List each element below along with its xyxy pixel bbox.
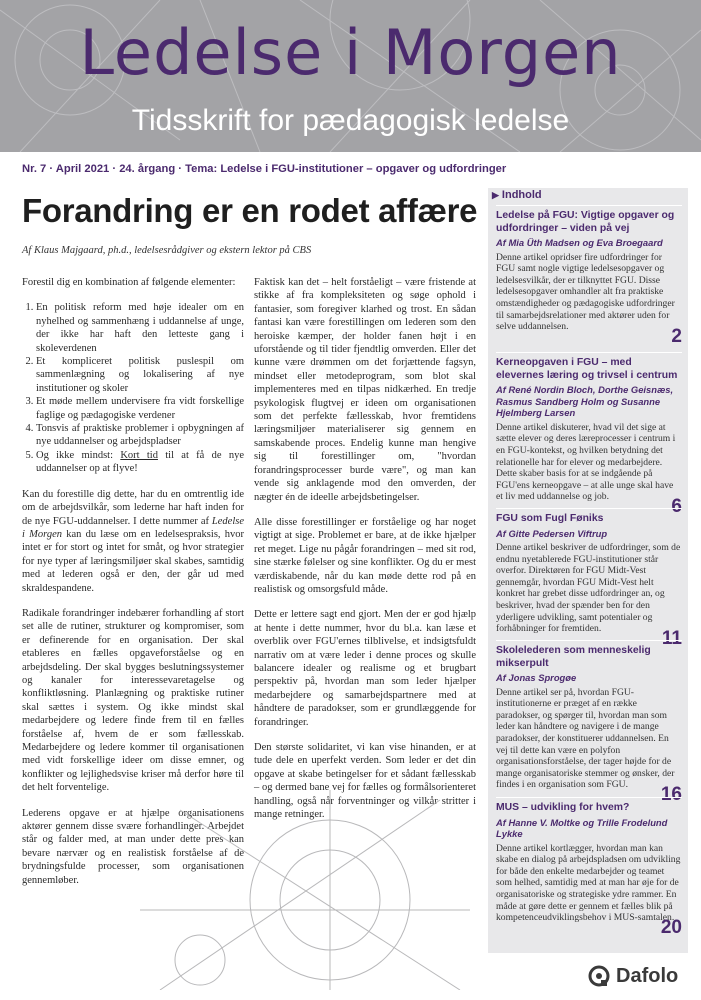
entry-author: Af Mia Üth Madsen og Eva Broegaard [496, 237, 663, 248]
list-item: 4. Tonsvis af praktiske problemer i opbygningen af nye uddannelser og arbejdspladser [36, 422, 244, 449]
article-paragraph [22, 488, 244, 595]
masthead-title: Ledelse i Morgen [79, 16, 622, 89]
entry-title: Skolelederen som menneskelig mikserpult [496, 645, 651, 669]
triangle-right-icon: ▶ [492, 190, 499, 200]
list-item-underlined: Kort tid [120, 449, 158, 461]
publisher-name: Dafolo [616, 965, 679, 987]
entry-page-number: 16 [660, 783, 682, 805]
entry-author: Af Gitte Pedersen Viftrup [496, 527, 608, 539]
decorative-geometric-drawing [140, 790, 470, 990]
list-item: 3. Et møde mellem undervisere fra vidt forskellige faglige og pædagogiske verdener [36, 395, 244, 422]
contents-heading [488, 189, 688, 201]
list-item: 2. Et kompliceret politisk puslespil om sammenlægning og lokalisering af nye institutioner og skoler [36, 355, 244, 395]
entry-author: Af Jonas Sprogøe [496, 672, 577, 683]
paragraph-text: kan du læse om en ledelsespraksis, hvor intet er for stort og intet for småt, og hvor strategier for nye typer af læringsmiljøer skal skabes, samtidig med at lederen også er den, der går ud med skraldespandene. [22, 528, 244, 594]
list-item-text: til at få de nye uddannelser op at flyve! [36, 449, 244, 475]
article-paragraph: Den største solidaritet, vi kan vise hinanden, er at tude dele en uperfekt verden. Som leder er det din opgave at skabe betingelser for et sådant fællesskab – og dermed bane vej for fælles og formålsorienteret handling, også når forventninger og vilkår stritter i mange retninger. [254, 742, 476, 821]
entry-title: MUS – udvikling for hvem? [496, 802, 630, 813]
entry-page-number: 11 [661, 627, 682, 649]
dafolo-logo-icon [588, 965, 610, 987]
contents-entry[interactable] [496, 508, 682, 648]
entry-title: Kerneopgaven i FGU – med elevernes læring og trivsel i centrum [496, 357, 678, 381]
masthead-subtitle: Tidsskrift for pædagogisk ledelse [131, 104, 570, 137]
list-item [36, 449, 244, 476]
article-paragraph: Dette er lettere sagt end gjort. Men der er god hjælp at hente i dette nummer, hvor du bl.a. kan læse et overblik over FGU'ernes tilblivelse, et indsigtsfuldt narrativ om at være leder i denne proces og skulle balancere idealer og realisme og et brugbart perspektiv på, hvordan man som leder hjælper medarbejdere og samarbejdspartnere med at håndtere de paradokser, som er grundlæggende for forandringer. [254, 609, 476, 728]
entry-summary: Denne artikel diskuterer, hvad vil det sige at sætte elever og deres læreprocesser i centrum i en FGU-kontekst, og hvilken betydning det relationelle har for elever og medarbejdere. Dette skaber basis for at se indgående på FGU'ens kerneopgave – at alle unge skal have et liv med uddannelse og job. [496, 421, 676, 503]
article-headline: Forandring er en rodet affære [22, 192, 478, 229]
entry-page-number: 2 [671, 325, 682, 347]
article-byline: Af Klaus Majgaard, ph.d., ledelsesrådgiver og ekstern lektor på CBS [22, 245, 312, 256]
entry-author: Af René Nordin Bloch, Dorthe Geisnæs, Rasmus Sandberg Holm og Susanne Hjelmberg Larsen [496, 384, 674, 419]
article-intro: Forestil dig en kombination af følgende elementer: [22, 277, 236, 288]
article-paragraph: Lederens opgave er at hjælpe organisationens aktører gennem disse svære forhandlinger. Arbejdet står og falder med, at man under dette pres kan bevare nærvær og en realistisk forståelse af de brydningsfulde processer, som organisationen gennemløber. [22, 807, 244, 886]
entry-summary: Denne artikel kortlægger, hvordan man kan skabe en dialog på arbejdspladsen om udvikling for både den enkelte medarbejder og teamet som helhed, samtidig med at man har øje for de organisatoriske og strategiske ydre rammer. En måde at gøre dette er gennem et fælles blik på kompetenceudviklingsbehov i MUS-samtalen. [496, 842, 681, 924]
contents-entry[interactable] [496, 352, 682, 516]
entry-summary: Denne artikel ser på, hvordan FGU-institutionerne er præget af en række paradokser, og spørger til, hvordan man som leder kan håndtere og navigere i de mange paradokser, der konstituerer uddannelsen. En vej til dette kan være en polyfon organisationsforståelse, der tager højde for de mange organisatoriske stemmer og ønsker, der findes i en organisation som FGU. [496, 686, 675, 791]
entry-author: Af Hanne V. Moltke og Trille Frodelund Lykke [496, 816, 668, 840]
list-item-text: Og ikke mindst: [36, 449, 121, 461]
masthead [0, 0, 701, 152]
entry-page-number: 20 [660, 916, 682, 938]
contents-entry[interactable] [496, 640, 682, 804]
contents-heading-label: Indhold [501, 189, 542, 201]
issue-line: Nr. 7 · April 2021 · 24. årgang · Tema: Ledelse i FGU-institutioner – opgaver og udfordringer [22, 163, 507, 175]
article-list [22, 301, 244, 475]
list-item: 1. En politisk reform med høje idealer om en nyhelhed og sammenhæng i uddannelse af unge, der ikke har haft den letteste gang i skoleverdenen [36, 301, 244, 355]
article-paragraph: Alle disse forestillinger er forståelige og har noget vigtigt at sige. Problemet er bare, at de ikke hjælper ret meget. Lige nu pågår forandringen – med sit rod, sine stærke følelser og sine konflikter. Og du er mest værdiskabende, når du kan møde dette rod på en realistisk og omsorgsfuld måde. [254, 516, 476, 595]
contents-entry[interactable] [496, 797, 682, 937]
publisher-logo [588, 965, 678, 988]
entry-title: FGU som Fugl Føniks [496, 513, 604, 524]
paragraph-text: Kan du forestille dig dette, har du en omtrentlig ide om de arbejdsvilkår, som lederne har haft inden for de nye FGU-uddannelser. I dette nummer af [22, 488, 244, 527]
article-paragraph: Faktisk kan det – helt forståeligt – være fristende at stikke af fra kompleksiteten og søge ophold i fantasier, som foregiver klarhed og trost. En sådan fantasi kan være forestillingen om lederen som den heroiske kæmper, der holder fanen højt i en uforstående og til tider fjendtlig omverden. Eller det kunne være drømmen om det forjættende fagsyn, mindset eller metodeprogram, som blot skal implementeres med en tilpas nidkærhed. En tredje psykologisk flugtvej er ideen om organisationen som det perfekte fællesskab, hvor fremtidens læringsmiljøer materialiserer sig gennem en samskabende proces. Endelig kunne man hengive sig til forestillinger om, "hvordan forandringsprocesser burde være", og man kan vende sig anklagende mod den omverden, der nægter én de ideelle arbejdsbetingelser. [254, 277, 476, 503]
entry-page-number: 6 [671, 495, 682, 517]
contents-entry[interactable] [496, 205, 682, 346]
article-paragraph: Radikale forandringer indebærer forhandling af stort set alle de rutiner, strukturer og kompromiser, som er definerende for en organisation. Der skal etableres en fælles opgaveforståelse og en arbejdsdeling. Der skal bygges beslutningssystemer og kanaler for interessevaretagelse og konfliktløsning. Planlægning og praktiske rutiner skal sættes i system. Og ikke mindst skal medarbejdere og ledere finde frem til en fælles forståelse af, hvem de er som fællesskab. Medarbejdere og ledere kommer til organisationen med vidt forskellige ideer om disse emner, og konflikter og lejlighedsvise kriser må derfor høre til det helt forventelige. [22, 607, 244, 794]
journal-title-italic: Ledelse i Morgen [22, 515, 244, 540]
entry-summary: Denne artikel beskriver de udfordringer, som de endnu nyetablerede FGU-institutioner står overfor. Direktøren for FGU Midt-Vest gennemgår, hvordan FGU Midt-Vest helt konkret har grebet disse udfordringer an, og beskriver, hvad der spænder ben for den yderligere udvikling, samt potentialer og forhåbninger for fremtiden. [496, 542, 681, 635]
entry-summary: Denne artikel opridser fire udfordringer for FGU samt nogle vigtige ledelsesopgaver og ledelsesvilkår, der er tilknyttet FGU. Disse ledelsesopgaver omhandler alt fra praktiske omstændigheder og pædagogiske udfordringer til samarbejdsrelationer med aktører uden for selve uddannelsen. [496, 251, 675, 333]
entry-title: Ledelse på FGU: Vigtige opgaver og udfordringer – viden på vej [496, 210, 675, 234]
article-column-2 [254, 276, 476, 833]
